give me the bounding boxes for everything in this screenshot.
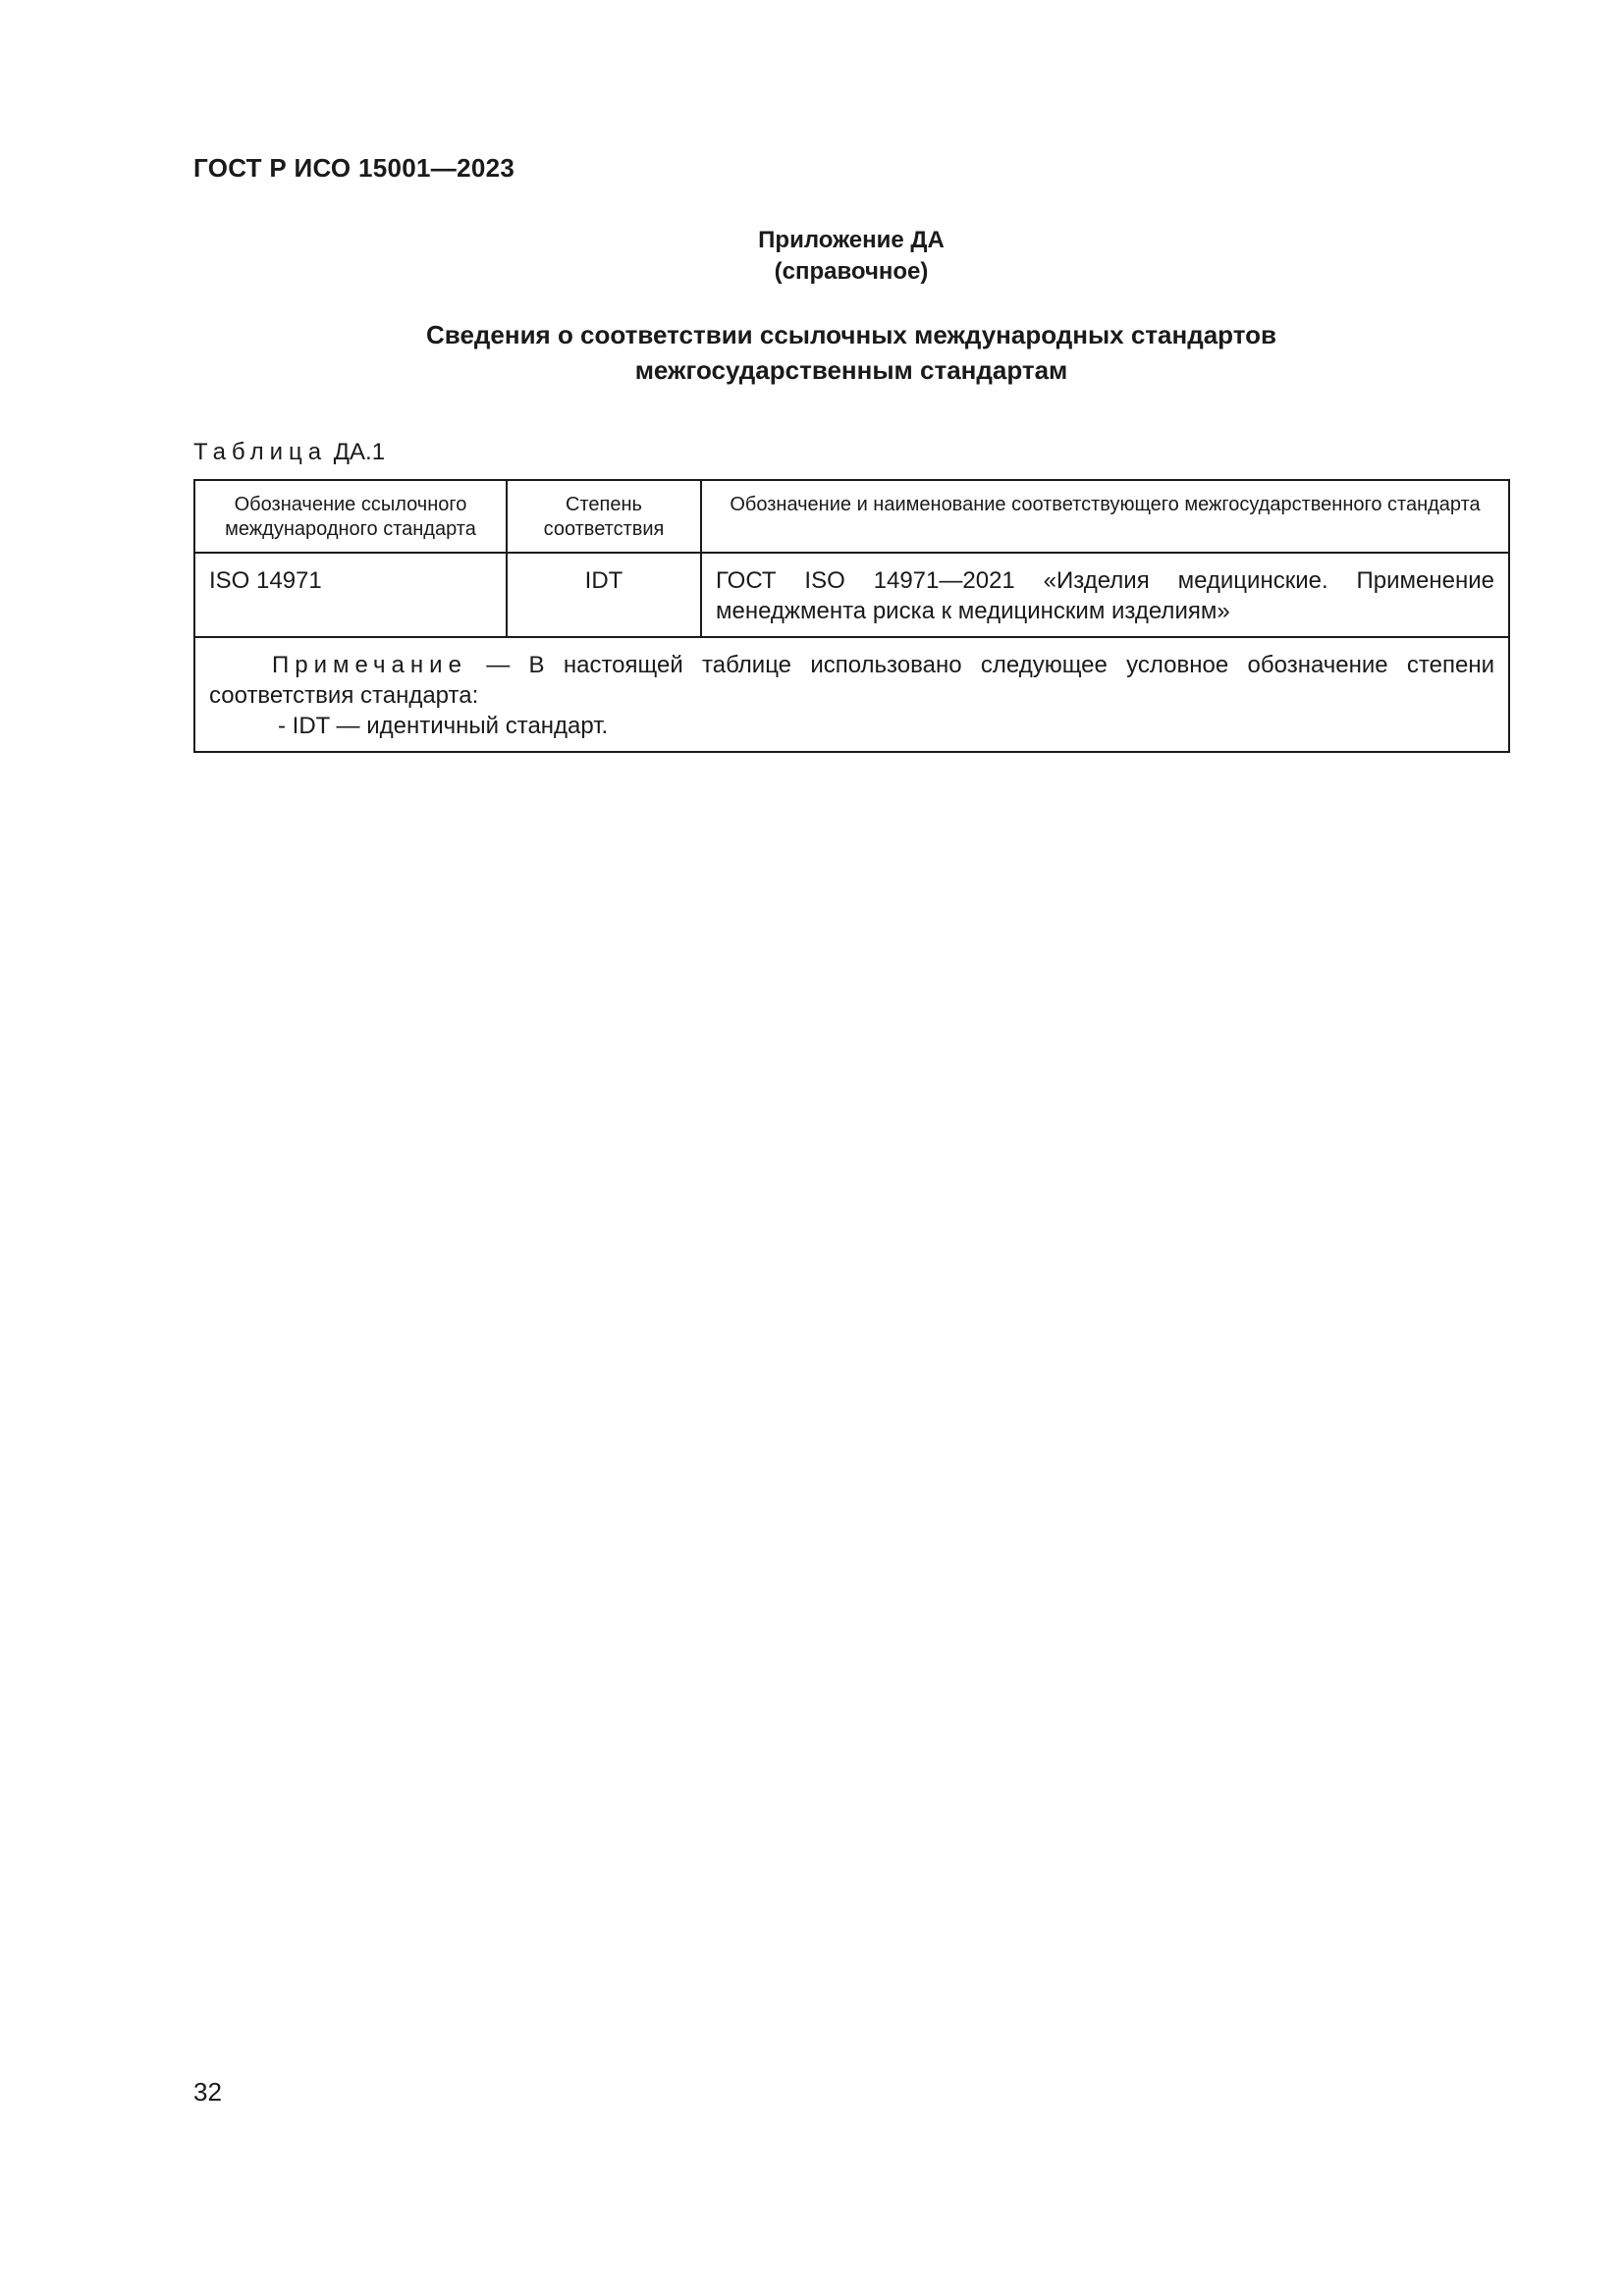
heading-line-1: Сведения о соответствии ссылочных международных стандартов: [426, 320, 1276, 349]
header-degree: Степень соответствия: [507, 480, 701, 553]
annex-title: Приложение ДА: [758, 227, 945, 253]
annex-type: (справочное): [774, 258, 929, 285]
header-ref-standard: Обозначение ссылочного международного стандарта: [194, 480, 507, 553]
cell-ref-standard: ISO 14971: [194, 553, 507, 637]
table-note-row: [194, 637, 1509, 752]
header-interstate-standard: Обозначение и наименование соответствующего межгосударственного стандарта: [701, 480, 1509, 553]
page-number: 32: [193, 2077, 222, 2107]
note-body: — В настоящей таблице использовано следующее условное обозначение степени соответствия стандарта:: [209, 652, 1495, 709]
note-text: [209, 650, 1494, 711]
heading-line-2: межгосударственным стандартам: [634, 355, 1068, 385]
table-caption-number: ДА.1: [333, 439, 386, 465]
table-row: [194, 553, 1509, 637]
section-heading: [193, 317, 1509, 388]
correspondence-table: [193, 479, 1510, 753]
table-header-row: [194, 480, 1509, 553]
note-label: Примечание: [272, 652, 467, 678]
cell-interstate-standard: ГОСТ ISO 14971—2021 «Изделия медицинские. Применение менеджмента риска к медицинским изделиям»: [701, 553, 1509, 637]
table-caption: [193, 439, 385, 466]
cell-degree: IDT: [507, 553, 701, 637]
table-caption-word: Таблица: [193, 439, 328, 465]
document-code: ГОСТ Р ИСО 15001—2023: [193, 153, 515, 183]
note-list-item: - IDT — идентичный стандарт.: [278, 713, 609, 739]
table-note: [194, 637, 1509, 752]
